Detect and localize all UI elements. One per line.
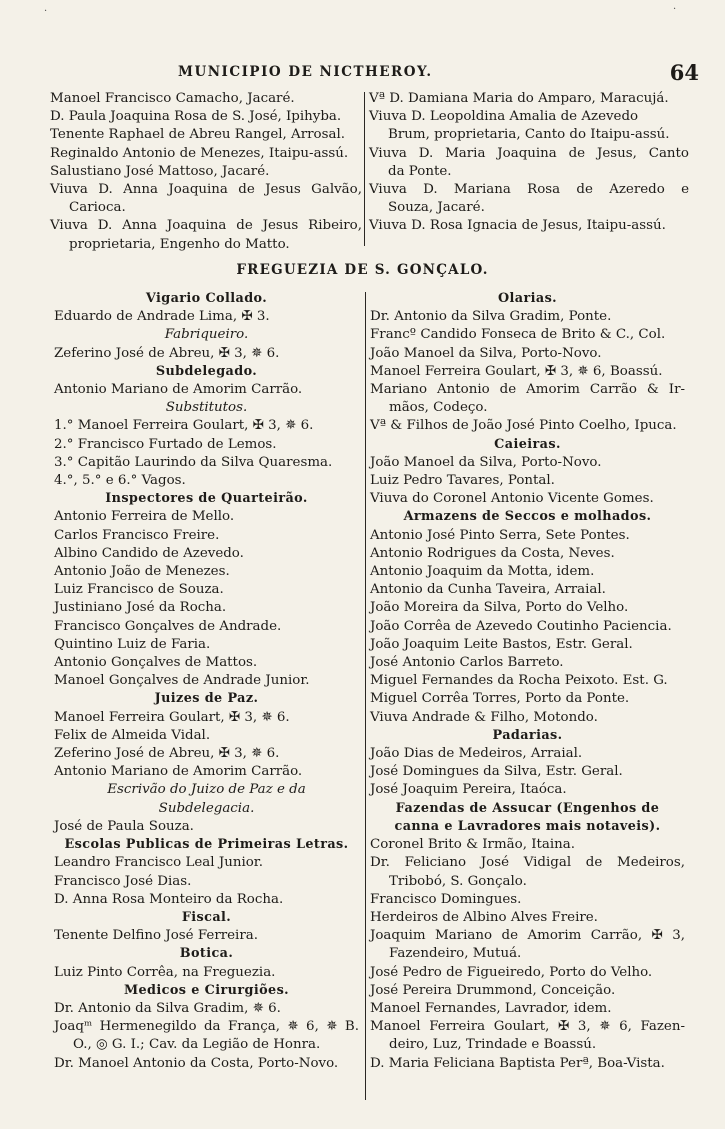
entry-line: Dr. Antonio da Silva Gradim, ✵ 6. — [54, 1000, 281, 1016]
page-header — [0, 60, 725, 86]
entry-line: João Joaquim Leite Bastos, Estr. Geral. — [370, 636, 633, 652]
entry-line: Dr. Manoel Antonio da Costa, Porto-Novo. — [54, 1055, 339, 1071]
section-heading: Subdelegado. — [155, 363, 258, 379]
entry-line: Antonio Joaquim da Motta, idem. — [370, 564, 595, 580]
entry-line: Viuva do Coronel Antonio Vicente Gomes. — [370, 491, 654, 507]
entry-line: João Manoel da Silva, Porto-Novo. — [370, 345, 602, 361]
entry-line: Manoel Francisco Camacho, Jacaré. — [50, 91, 295, 106]
entry-line: 2.° Francisco Furtado de Lemos. — [54, 436, 277, 452]
section-heading: Armazens de Seccos e molhados. — [403, 509, 652, 525]
section-heading: Medicos e Cirurgiões. — [123, 982, 290, 998]
entry-line: Mariano Antonio de Amorim Carrão & Ir- — [370, 382, 685, 398]
entry-line: Viuva D. Mariana Rosa de Azeredo e — [369, 182, 689, 198]
entry-line: Antonio Ferreira de Mello. — [54, 509, 235, 525]
entry-line: João Corrêa de Azevedo Coutinho Paciencia. — [370, 618, 672, 634]
entry-line: D. Maria Feliciana Baptista Perª, Boa-Vista. — [370, 1055, 665, 1071]
entry-line: 4.°, 5.° e 6.° Vagos. — [54, 473, 186, 489]
page-number: 64 — [669, 60, 699, 85]
entry-line: Luiz Pinto Corrêa, na Freguezia. — [54, 964, 276, 980]
entry-line: Antonio João de Menezes. — [54, 564, 230, 580]
entry-line: Viuva D. Leopoldina Amalia de Azevedo — [369, 109, 639, 125]
entry-line: Antonio Gonçalves de Mattos. — [54, 655, 258, 671]
entry-line: Fazendeiro, Mutuá. — [389, 946, 522, 962]
entry-line: Manoel Ferreira Goulart, ✠ 3, ✵ 6, Fazen- — [370, 1019, 685, 1035]
entry-line: deiro, Luz, Trindade e Boassú. — [389, 1037, 597, 1053]
entry-line: Manoel Ferreira Goulart, ✠ 3, ✵ 6. — [54, 709, 290, 725]
section-heading: Vigario Collado. — [145, 291, 268, 306]
entry-line: Francº Candido Fonseca de Brito & C., Col. — [370, 327, 666, 343]
entry-line: Miguel Corrêa Torres, Porto da Ponte. — [370, 691, 630, 707]
entry-line: Zeferino José de Abreu, ✠ 3, ✵ 6. — [54, 746, 280, 762]
section-heading: Olarias. — [497, 291, 558, 306]
entry-line: Antonio Mariano de Amorim Carrão. — [54, 764, 303, 780]
entry-line: Tenente Raphael de Abreu Rangel, Arrosal. — [50, 127, 345, 143]
section-heading: canna e Lavradores mais notaveis). — [394, 818, 661, 834]
speck: · — [673, 4, 677, 15]
entry-line: Antonio da Cunha Taveira, Arraial. — [370, 582, 606, 598]
entry-line: Salustiano José Mattoso, Jacaré. — [50, 163, 270, 179]
entry-line: Vª & Filhos de João José Pinto Coelho, Ipuca. — [370, 418, 677, 434]
section-heading: Inspectores de Quarteirão. — [105, 491, 308, 507]
section-heading: Caieiras. — [494, 436, 561, 452]
entry-line: Antonio Mariano de Amorim Carrão. — [54, 382, 303, 398]
entry-line: Manoel Fernandes, Lavrador, idem. — [370, 1000, 612, 1016]
running-title: MUNICIPIO DE NICTHEROY. — [178, 64, 433, 80]
top-right-column — [369, 90, 689, 236]
entry-line: José Joaquim Pereira, Itaóca. — [370, 782, 567, 798]
speck: · — [44, 6, 48, 17]
entry-line: Carlos Francisco Freire. — [54, 527, 220, 543]
section-heading: Fazendas de Assucar (Engenhos de — [395, 800, 660, 816]
entry-line: Carioca. — [69, 200, 126, 216]
entry-line: Viuva Andrade & Filho, Motondo. — [370, 709, 598, 725]
entry-line: D. Paula Joaquina Rosa de S. José, Ipihyba. — [50, 109, 342, 125]
entry-line: 1.° Manoel Ferreira Goulart, ✠ 3, ✵ 6. — [54, 418, 314, 434]
entry-line: Francisco Domingues. — [370, 891, 522, 907]
entry-line: Eduardo de Andrade Lima, ✠ 3. — [54, 309, 270, 325]
entry-line: 3.° Capitão Laurindo da Silva Quaresma. — [54, 454, 333, 470]
entry-line: Manoel Gonçalves de Andrade Junior. — [54, 673, 310, 689]
entry-line: Francisco Gonçalves de Andrade. — [54, 618, 282, 634]
section-heading: Juizes de Paz. — [154, 691, 259, 707]
entry-line: Tribobó, S. Gonçalo. — [389, 873, 527, 889]
entry-line: Felix de Almeida Vidal. — [54, 727, 211, 743]
section-heading: Fiscal. — [181, 909, 232, 925]
entry-line: Manoel Ferreira Goulart, ✠ 3, ✵ 6, Boassú. — [370, 363, 663, 379]
section-heading: Escolas Publicas de Primeiras Letras. — [64, 837, 349, 853]
entry-line: João Manoel da Silva, Porto-Novo. — [370, 454, 602, 470]
entry-line: Joaqᵐ Hermenegildo da França, ✵ 6, ✵ B. — [54, 1019, 359, 1035]
entry-line: Herdeiros de Albino Alves Freire. — [370, 909, 598, 925]
entry-line: Antonio José Pinto Serra, Sete Pontes. — [370, 527, 630, 543]
entry-line: O., ◎ G. I.; Cav. da Legião de Honra. — [73, 1037, 321, 1053]
entry-line: Souza, Jacaré. — [388, 200, 485, 216]
entry-line: Reginaldo Antonio de Menezes, Itaipu-assú. — [50, 145, 349, 161]
section-heading: Botica. — [179, 946, 234, 962]
left-column — [54, 290, 359, 1073]
entry-line: Viuva D. Anna Joaquina de Jesus Ribeiro, — [50, 218, 362, 234]
entry-line: Joaquim Mariano de Amorim Carrão, ✠ 3, — [370, 928, 685, 944]
entry-line: Luiz Francisco de Souza. — [54, 582, 224, 598]
entry-line: proprietaria, Engenho do Matto. — [69, 236, 290, 252]
section-title: FREGUEZIA DE S. GONÇALO. — [236, 262, 489, 278]
entry-line: Quintino Luiz de Faria. — [54, 636, 211, 652]
entry-line: Leandro Francisco Leal Junior. — [54, 855, 263, 871]
entry-line: D. Anna Rosa Monteiro da Rocha. — [54, 891, 284, 907]
entry-line: Justiniano José da Rocha. — [54, 600, 227, 616]
entry-line: Vª D. Damiana Maria do Amparo, Maracujá. — [369, 91, 669, 106]
entry-line: Dr. Antonio da Silva Gradim, Ponte. — [370, 309, 612, 325]
entry-line: Francisco José Dias. — [54, 873, 192, 889]
entry-line: João Dias de Medeiros, Arraial. — [370, 746, 583, 762]
column-divider — [364, 92, 365, 246]
right-column — [370, 290, 685, 1073]
italic-label: Substitutos. — [165, 400, 248, 416]
entry-line: José Pereira Drummond, Conceição. — [370, 982, 616, 998]
entry-line: Viuva D. Rosa Ignacia de Jesus, Itaipu-assú. — [369, 218, 666, 234]
italic-label: Fabriqueiro. — [164, 327, 249, 343]
entry-line: José Domingues da Silva, Estr. Geral. — [370, 764, 623, 780]
section-heading: Padarias. — [492, 727, 563, 743]
entry-line: Viuva D. Anna Joaquina de Jesus Galvão, — [50, 182, 362, 198]
italic-label: Escrivão do Juizo de Paz e da — [107, 782, 306, 798]
italic-label: Subdelegacia. — [158, 800, 255, 816]
entry-line: José de Paula Souza. — [54, 818, 194, 834]
top-left-column — [50, 90, 362, 254]
entry-line: mãos, Codeço. — [389, 400, 488, 416]
entry-line: Dr. Feliciano José Vidigal de Medeiros, — [370, 855, 685, 871]
entry-line: Miguel Fernandes da Rocha Peixoto. Est. G. — [370, 673, 668, 689]
entry-line: Albino Candido de Azevedo. — [54, 545, 244, 561]
entry-line: José Antonio Carlos Barreto. — [370, 655, 564, 671]
entry-line: Tenente Delfino José Ferreira. — [54, 928, 258, 944]
entry-line: Coronel Brito & Irmão, Itaina. — [370, 837, 576, 853]
entry-line: Viuva D. Maria Joaquina de Jesus, Canto — [369, 145, 689, 161]
entry-line: Brum, proprietaria, Canto do Itaipu-assú. — [388, 127, 670, 143]
entry-line: da Ponte. — [388, 163, 452, 179]
column-divider — [365, 292, 366, 1100]
entry-line: Luiz Pedro Tavares, Pontal. — [370, 473, 555, 489]
entry-line: José Pedro de Figueiredo, Porto do Velho. — [370, 964, 653, 980]
entry-line: João Moreira da Silva, Porto do Velho. — [370, 600, 629, 616]
entry-line: Zeferino José de Abreu, ✠ 3, ✵ 6. — [54, 345, 280, 361]
entry-line: Antonio Rodrigues da Costa, Neves. — [370, 545, 615, 561]
